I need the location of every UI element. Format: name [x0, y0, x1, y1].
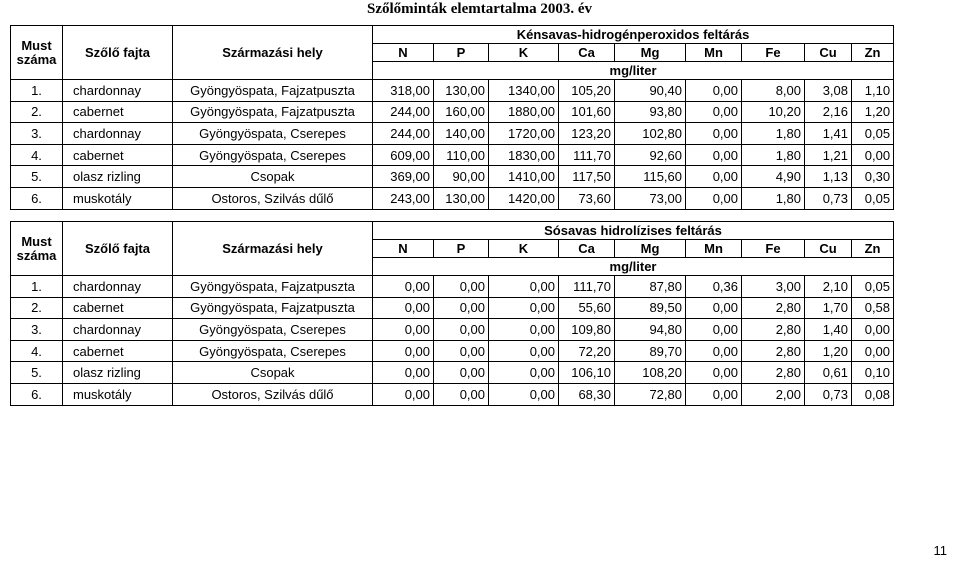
row-value: 0,00 — [489, 383, 559, 405]
col-header-element: Cu — [805, 44, 852, 62]
row-value: 0,00 — [434, 340, 489, 362]
col-header-element: K — [489, 44, 559, 62]
row-value: 0,05 — [852, 187, 894, 209]
row-hely: Gyöngyöspata, Cserepes — [173, 340, 373, 362]
row-number: 4. — [11, 144, 63, 166]
row-fajta: chardonnay — [63, 123, 173, 145]
row-value: 123,20 — [559, 123, 615, 145]
row-value: 106,10 — [559, 362, 615, 384]
row-value: 0,00 — [373, 276, 434, 298]
col-header-element: Ca — [559, 44, 615, 62]
col-header-element: Mg — [615, 44, 686, 62]
row-value: 0,08 — [852, 383, 894, 405]
col-header-element: Ca — [559, 240, 615, 258]
row-value: 0,10 — [852, 362, 894, 384]
row-hely: Gyöngyöspata, Fajzatpuszta — [173, 297, 373, 319]
row-number: 6. — [11, 187, 63, 209]
col-header-element: K — [489, 240, 559, 258]
group-header: Sósavas hidrolízises feltárás — [373, 222, 894, 240]
row-value: 72,20 — [559, 340, 615, 362]
row-value: 1,20 — [852, 101, 894, 123]
row-value: 0,73 — [805, 383, 852, 405]
row-value: 0,00 — [686, 319, 742, 341]
row-value: 1,13 — [805, 166, 852, 188]
row-value: 0,05 — [852, 276, 894, 298]
table-row — [11, 276, 894, 298]
row-hely: Csopak — [173, 362, 373, 384]
row-number: 3. — [11, 123, 63, 145]
col-header-element: Cu — [805, 240, 852, 258]
table-row — [11, 144, 894, 166]
row-value: 0,00 — [686, 101, 742, 123]
row-fajta: chardonnay — [63, 80, 173, 102]
row-value: 0,00 — [686, 340, 742, 362]
row-value: 3,00 — [742, 276, 805, 298]
col-header-must: Must száma — [11, 26, 63, 80]
row-value: 244,00 — [373, 123, 434, 145]
row-value: 369,00 — [373, 166, 434, 188]
row-value: 109,80 — [559, 319, 615, 341]
row-value: 0,73 — [805, 187, 852, 209]
row-value: 140,00 — [434, 123, 489, 145]
row-value: 0,00 — [686, 187, 742, 209]
row-value: 89,50 — [615, 297, 686, 319]
row-hely: Gyöngyöspata, Fajzatpuszta — [173, 80, 373, 102]
row-value: 244,00 — [373, 101, 434, 123]
row-value: 92,60 — [615, 144, 686, 166]
row-number: 4. — [11, 340, 63, 362]
header-row — [11, 26, 894, 44]
row-value: 110,00 — [434, 144, 489, 166]
row-value: 0,00 — [489, 297, 559, 319]
table-sulfuric-peroxide — [10, 25, 894, 210]
col-header-hely: Származási hely — [173, 26, 373, 80]
row-fajta: chardonnay — [63, 276, 173, 298]
row-value: 0,00 — [686, 383, 742, 405]
row-value: 1,10 — [852, 80, 894, 102]
row-value: 130,00 — [434, 80, 489, 102]
row-value: 0,00 — [434, 276, 489, 298]
row-number: 5. — [11, 362, 63, 384]
row-value: 73,60 — [559, 187, 615, 209]
col-header-element: N — [373, 240, 434, 258]
row-hely: Ostoros, Szilvás dűlő — [173, 383, 373, 405]
row-value: 2,10 — [805, 276, 852, 298]
row-value: 111,70 — [559, 144, 615, 166]
row-value: 72,80 — [615, 383, 686, 405]
row-fajta: cabernet — [63, 144, 173, 166]
row-value: 1,80 — [742, 123, 805, 145]
row-value: 0,00 — [434, 383, 489, 405]
table-row — [11, 340, 894, 362]
row-value: 1410,00 — [489, 166, 559, 188]
row-fajta: olasz rizling — [63, 166, 173, 188]
col-header-fajta: Szőlő fajta — [63, 222, 173, 276]
table-row — [11, 123, 894, 145]
table-row — [11, 383, 894, 405]
row-value: 0,58 — [852, 297, 894, 319]
row-value: 111,70 — [559, 276, 615, 298]
row-value: 0,00 — [686, 362, 742, 384]
row-hely: Gyöngyöspata, Cserepes — [173, 123, 373, 145]
row-value: 0,00 — [373, 383, 434, 405]
row-number: 2. — [11, 101, 63, 123]
row-hely: Gyöngyöspata, Fajzatpuszta — [173, 101, 373, 123]
row-value: 4,90 — [742, 166, 805, 188]
row-value: 318,00 — [373, 80, 434, 102]
row-value: 609,00 — [373, 144, 434, 166]
row-value: 1720,00 — [489, 123, 559, 145]
table-row — [11, 297, 894, 319]
row-value: 90,00 — [434, 166, 489, 188]
row-value: 0,05 — [852, 123, 894, 145]
row-value: 2,80 — [742, 297, 805, 319]
table-row — [11, 80, 894, 102]
row-value: 0,00 — [489, 319, 559, 341]
col-header-element: P — [434, 44, 489, 62]
row-value: 0,00 — [373, 362, 434, 384]
row-hely: Ostoros, Szilvás dűlő — [173, 187, 373, 209]
col-header-element: Mn — [686, 44, 742, 62]
row-fajta: olasz rizling — [63, 362, 173, 384]
row-value: 117,50 — [559, 166, 615, 188]
row-value: 90,40 — [615, 80, 686, 102]
col-header-fajta: Szőlő fajta — [63, 26, 173, 80]
row-value: 0,00 — [686, 144, 742, 166]
table-row — [11, 362, 894, 384]
row-value: 1,21 — [805, 144, 852, 166]
row-value: 2,80 — [742, 362, 805, 384]
row-value: 108,20 — [615, 362, 686, 384]
row-value: 55,60 — [559, 297, 615, 319]
row-value: 8,00 — [742, 80, 805, 102]
row-value: 0,00 — [489, 340, 559, 362]
row-value: 93,80 — [615, 101, 686, 123]
row-value: 102,80 — [615, 123, 686, 145]
row-number: 2. — [11, 297, 63, 319]
row-value: 0,00 — [373, 297, 434, 319]
row-value: 1880,00 — [489, 101, 559, 123]
col-header-element: N — [373, 44, 434, 62]
row-value: 1,80 — [742, 187, 805, 209]
row-value: 0,00 — [852, 144, 894, 166]
col-header-element: Zn — [852, 240, 894, 258]
row-value: 243,00 — [373, 187, 434, 209]
row-fajta: cabernet — [63, 297, 173, 319]
row-fajta: muskotály — [63, 383, 173, 405]
row-value: 0,00 — [686, 123, 742, 145]
page-title: Szőlőminták elemtartalma 2003. év — [367, 1, 592, 17]
row-value: 0,36 — [686, 276, 742, 298]
row-hely: Gyöngyöspata, Cserepes — [173, 319, 373, 341]
unit-header: mg/liter — [373, 62, 894, 80]
row-fajta: muskotály — [63, 187, 173, 209]
col-header-element: Mn — [686, 240, 742, 258]
row-value: 0,00 — [373, 340, 434, 362]
col-header-hely: Származási hely — [173, 222, 373, 276]
row-value: 1,20 — [805, 340, 852, 362]
row-value: 0,00 — [852, 319, 894, 341]
row-value: 0,00 — [373, 319, 434, 341]
row-value: 115,60 — [615, 166, 686, 188]
row-value: 1340,00 — [489, 80, 559, 102]
row-number: 1. — [11, 80, 63, 102]
row-value: 2,00 — [742, 383, 805, 405]
row-value: 1420,00 — [489, 187, 559, 209]
row-value: 87,80 — [615, 276, 686, 298]
row-value: 68,30 — [559, 383, 615, 405]
row-number: 6. — [11, 383, 63, 405]
row-value: 0,00 — [434, 297, 489, 319]
row-value: 1830,00 — [489, 144, 559, 166]
row-value: 10,20 — [742, 101, 805, 123]
row-value: 101,60 — [559, 101, 615, 123]
row-fajta: chardonnay — [63, 319, 173, 341]
row-value: 2,80 — [742, 340, 805, 362]
col-header-element: Fe — [742, 44, 805, 62]
col-header-element: Mg — [615, 240, 686, 258]
row-value: 105,20 — [559, 80, 615, 102]
row-value: 1,80 — [742, 144, 805, 166]
row-value: 0,61 — [805, 362, 852, 384]
row-fajta: cabernet — [63, 101, 173, 123]
unit-header: mg/liter — [373, 258, 894, 276]
row-value: 0,30 — [852, 166, 894, 188]
row-value: 89,70 — [615, 340, 686, 362]
row-value: 2,16 — [805, 101, 852, 123]
row-value: 130,00 — [434, 187, 489, 209]
page-number: 11 — [933, 543, 947, 558]
row-value: 0,00 — [686, 297, 742, 319]
row-number: 3. — [11, 319, 63, 341]
row-value: 0,00 — [686, 80, 742, 102]
col-header-element: P — [434, 240, 489, 258]
table-row — [11, 101, 894, 123]
header-row — [11, 222, 894, 240]
row-value: 1,40 — [805, 319, 852, 341]
row-value: 2,80 — [742, 319, 805, 341]
row-fajta: cabernet — [63, 340, 173, 362]
row-value: 1,41 — [805, 123, 852, 145]
col-header-element: Fe — [742, 240, 805, 258]
table-hydrochloric — [10, 221, 894, 406]
table-row — [11, 187, 894, 209]
row-value: 0,00 — [489, 276, 559, 298]
row-value: 1,70 — [805, 297, 852, 319]
row-number: 1. — [11, 276, 63, 298]
row-value: 160,00 — [434, 101, 489, 123]
col-header-must: Must száma — [11, 222, 63, 276]
row-value: 0,00 — [434, 362, 489, 384]
row-value: 0,00 — [852, 340, 894, 362]
col-header-element: Zn — [852, 44, 894, 62]
row-hely: Gyöngyöspata, Cserepes — [173, 144, 373, 166]
row-hely: Gyöngyöspata, Fajzatpuszta — [173, 276, 373, 298]
row-value: 0,00 — [434, 319, 489, 341]
row-hely: Csopak — [173, 166, 373, 188]
row-value: 94,80 — [615, 319, 686, 341]
row-value: 3,08 — [805, 80, 852, 102]
row-value: 0,00 — [686, 166, 742, 188]
row-value: 73,00 — [615, 187, 686, 209]
table-row — [11, 166, 894, 188]
row-number: 5. — [11, 166, 63, 188]
group-header: Kénsavas-hidrogénperoxidos feltárás — [373, 26, 894, 44]
table-row — [11, 319, 894, 341]
row-value: 0,00 — [489, 362, 559, 384]
